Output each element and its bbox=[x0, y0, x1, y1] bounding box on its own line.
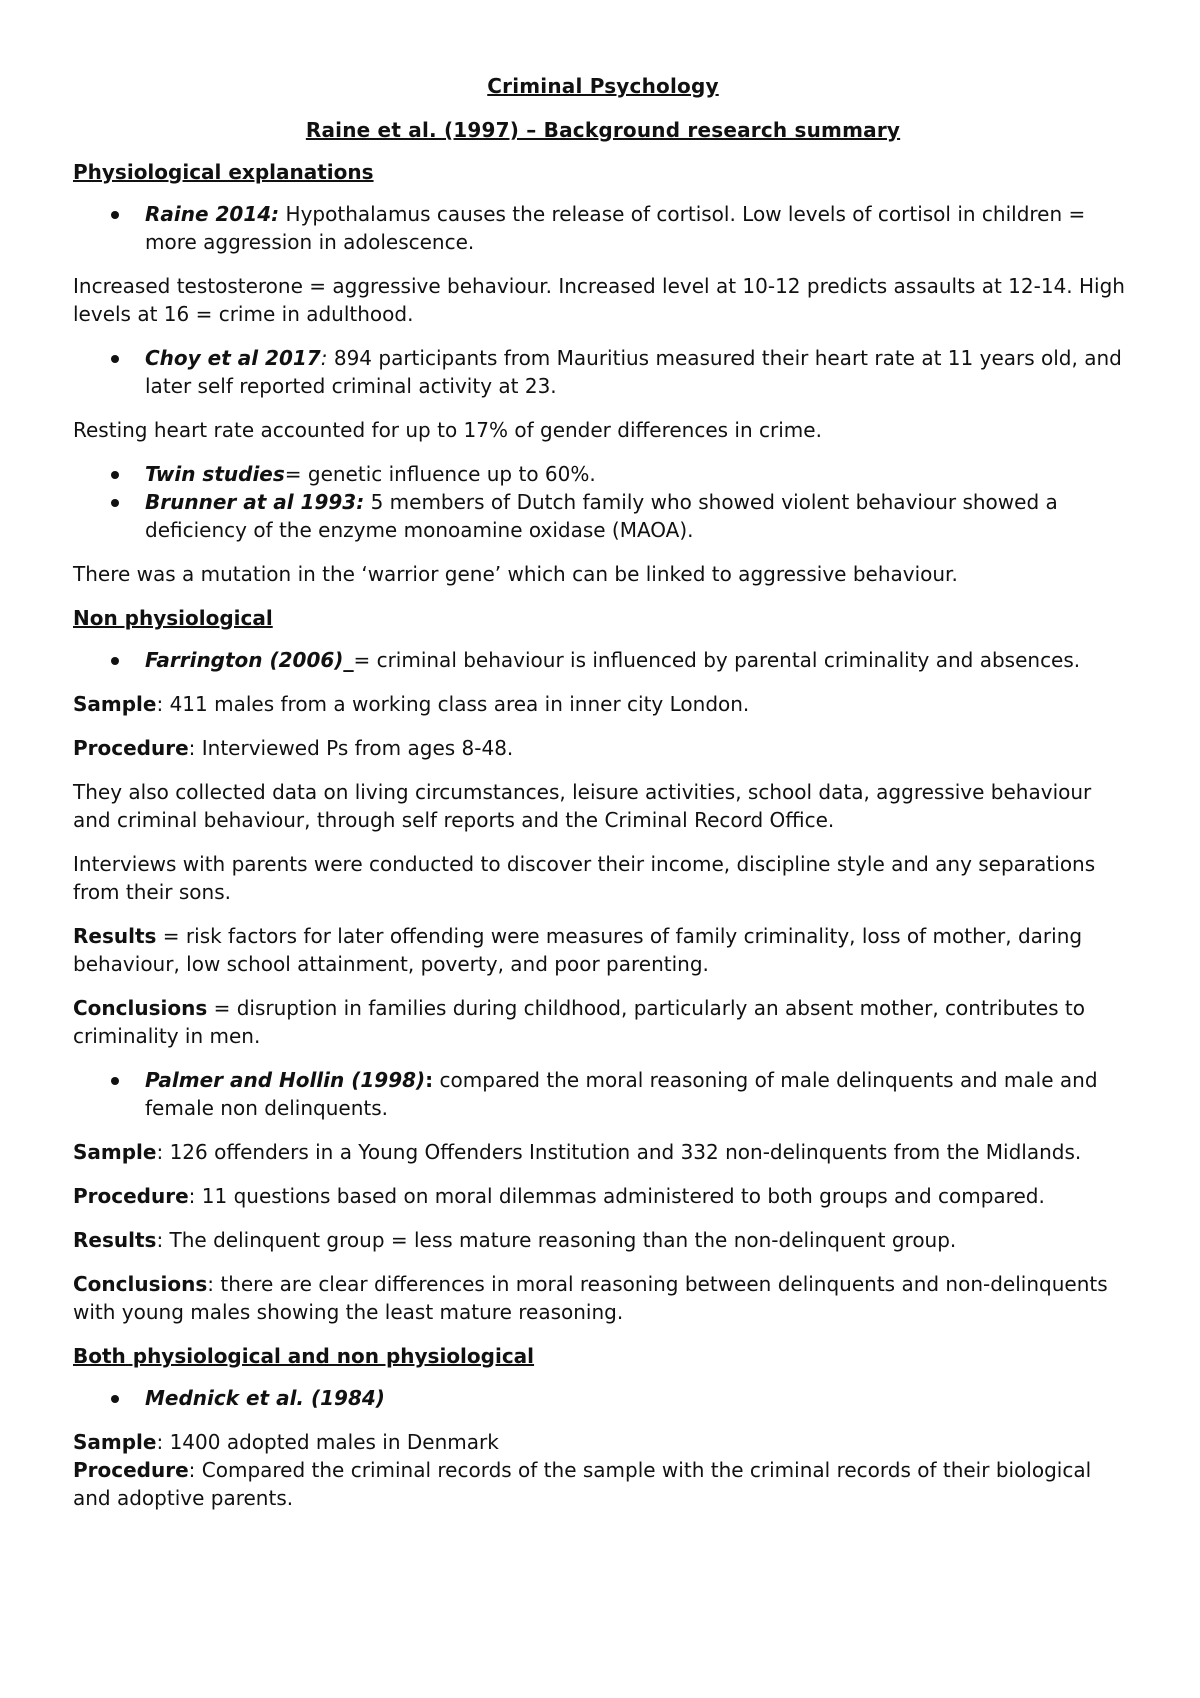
bullet-icon bbox=[111, 499, 119, 507]
study-text: = genetic influence up to 60%. bbox=[284, 462, 596, 486]
paragraph: Resting heart rate accounted for up to 17% of gender differences in crime. bbox=[73, 418, 822, 442]
study-name: Palmer and Hollin (1998) bbox=[145, 1068, 426, 1092]
bullet-icon bbox=[111, 657, 119, 665]
procedure-text: : 11 questions based on moral dilemmas administered to both groups and compared. bbox=[188, 1184, 1045, 1208]
list-item bbox=[73, 1066, 1133, 1122]
list-item bbox=[73, 344, 1133, 400]
bullet-icon bbox=[111, 471, 119, 479]
study-text: 894 participants from Mauritius measured their heart rate at 11 years old, and later self reported criminal activity at 23. bbox=[145, 346, 1122, 398]
conclusions-text: = disruption in families during childhood, particularly an absent mother, contributes to criminality in men. bbox=[73, 996, 1085, 1048]
sample-label: Sample bbox=[73, 692, 157, 716]
bullet-icon bbox=[111, 1077, 119, 1085]
conclusions-paragraph bbox=[73, 1270, 1133, 1326]
results-label: Results bbox=[73, 924, 157, 948]
paragraph: They also collected data on living circumstances, leisure activities, school data, aggressive behaviour and criminal behaviour, through self reports and the Criminal Record Office. bbox=[73, 780, 1092, 832]
document-body bbox=[73, 72, 1133, 1528]
sample-label: Sample bbox=[73, 1140, 157, 1164]
bullet-list bbox=[73, 1066, 1133, 1122]
heading-physiological: Physiological explanations bbox=[73, 160, 374, 184]
conclusions-text: : there are clear differences in moral reasoning between delinquents and non-delinquents with young males showing the least mature reasoning. bbox=[73, 1272, 1108, 1324]
list-item bbox=[73, 460, 1133, 488]
bullet-list bbox=[73, 460, 1133, 544]
results-text: = risk factors for later offending were measures of family criminality, loss of mother, daring behaviour, low school attainment, poverty, and poor parenting. bbox=[73, 924, 1083, 976]
study-name: Brunner at al 1993: bbox=[145, 490, 365, 514]
bullet-list bbox=[73, 200, 1133, 256]
heading-both: Both physiological and non physiological bbox=[73, 1344, 535, 1368]
list-item bbox=[73, 488, 1133, 544]
bullet-list bbox=[73, 1384, 1133, 1412]
list-item bbox=[73, 1384, 1133, 1412]
results-text: : The delinquent group = less mature reasoning than the non-delinquent group. bbox=[156, 1228, 957, 1252]
results-label: Results bbox=[73, 1228, 157, 1252]
procedure-text: : Interviewed Ps from ages 8-48. bbox=[188, 736, 514, 760]
bullet-list bbox=[73, 646, 1133, 674]
results-paragraph bbox=[73, 1226, 1133, 1254]
bullet-icon bbox=[111, 355, 119, 363]
study-name: Farrington (2006)_ bbox=[145, 648, 354, 672]
list-item bbox=[73, 200, 1133, 256]
results-paragraph bbox=[73, 922, 1133, 978]
document-subtitle: Raine et al. (1997) – Background research summary bbox=[305, 118, 901, 142]
paragraph: There was a mutation in the ‘warrior gene’ which can be linked to aggressive behaviour. bbox=[73, 562, 958, 586]
procedure-text: : Compared the criminal records of the sample with the criminal records of their biological and adoptive parents. bbox=[73, 1458, 1092, 1510]
procedure-paragraph bbox=[73, 1456, 1133, 1512]
bullet-list bbox=[73, 344, 1133, 400]
study-name: Choy et al 2017 bbox=[145, 346, 321, 370]
study-text: Hypothalamus causes the release of cortisol. Low levels of cortisol in children = more aggression in adolescence. bbox=[145, 202, 1086, 254]
document-title: Criminal Psychology bbox=[487, 74, 719, 98]
heading-non-physiological: Non physiological bbox=[73, 606, 273, 630]
sample-text: : 126 offenders in a Young Offenders Institution and 332 non-delinquents from the Midlands. bbox=[156, 1140, 1082, 1164]
study-name: Mednick et al. (1984) bbox=[145, 1386, 385, 1410]
list-item bbox=[73, 646, 1133, 674]
sample-paragraph bbox=[73, 1428, 1133, 1456]
study-colon: : bbox=[320, 346, 328, 370]
study-name: Raine 2014: bbox=[145, 202, 280, 226]
study-colon: : bbox=[425, 1068, 434, 1092]
conclusions-label: Conclusions bbox=[73, 1272, 208, 1296]
sample-text: : 411 males from a working class area in inner city London. bbox=[156, 692, 750, 716]
sample-text: : 1400 adopted males in Denmark bbox=[156, 1430, 499, 1454]
procedure-label: Procedure bbox=[73, 1184, 189, 1208]
paragraph: Increased testosterone = aggressive behaviour. Increased level at 10-12 predicts assaults at 12-14. High levels at 16 = crime in adulthood. bbox=[73, 274, 1125, 326]
paragraph: Interviews with parents were conducted to discover their income, discipline style and any separations from their sons. bbox=[73, 852, 1096, 904]
conclusions-paragraph bbox=[73, 994, 1133, 1050]
sample-label: Sample bbox=[73, 1430, 157, 1454]
study-text: 5 members of Dutch family who showed violent behaviour showed a deficiency of the enzyme monoamine oxidase (MAOA). bbox=[145, 490, 1058, 542]
study-text: compared the moral reasoning of male delinquents and male and female non delinquents. bbox=[145, 1068, 1098, 1120]
bullet-icon bbox=[111, 211, 119, 219]
study-name: Twin studies bbox=[145, 462, 285, 486]
bullet-icon bbox=[111, 1395, 119, 1403]
sample-paragraph bbox=[73, 1138, 1133, 1166]
procedure-paragraph bbox=[73, 734, 1133, 762]
procedure-label: Procedure bbox=[73, 736, 189, 760]
sample-paragraph bbox=[73, 690, 1133, 718]
procedure-paragraph bbox=[73, 1182, 1133, 1210]
conclusions-label: Conclusions bbox=[73, 996, 208, 1020]
study-text: = criminal behaviour is influenced by parental criminality and absences. bbox=[353, 648, 1081, 672]
procedure-label: Procedure bbox=[73, 1458, 189, 1482]
